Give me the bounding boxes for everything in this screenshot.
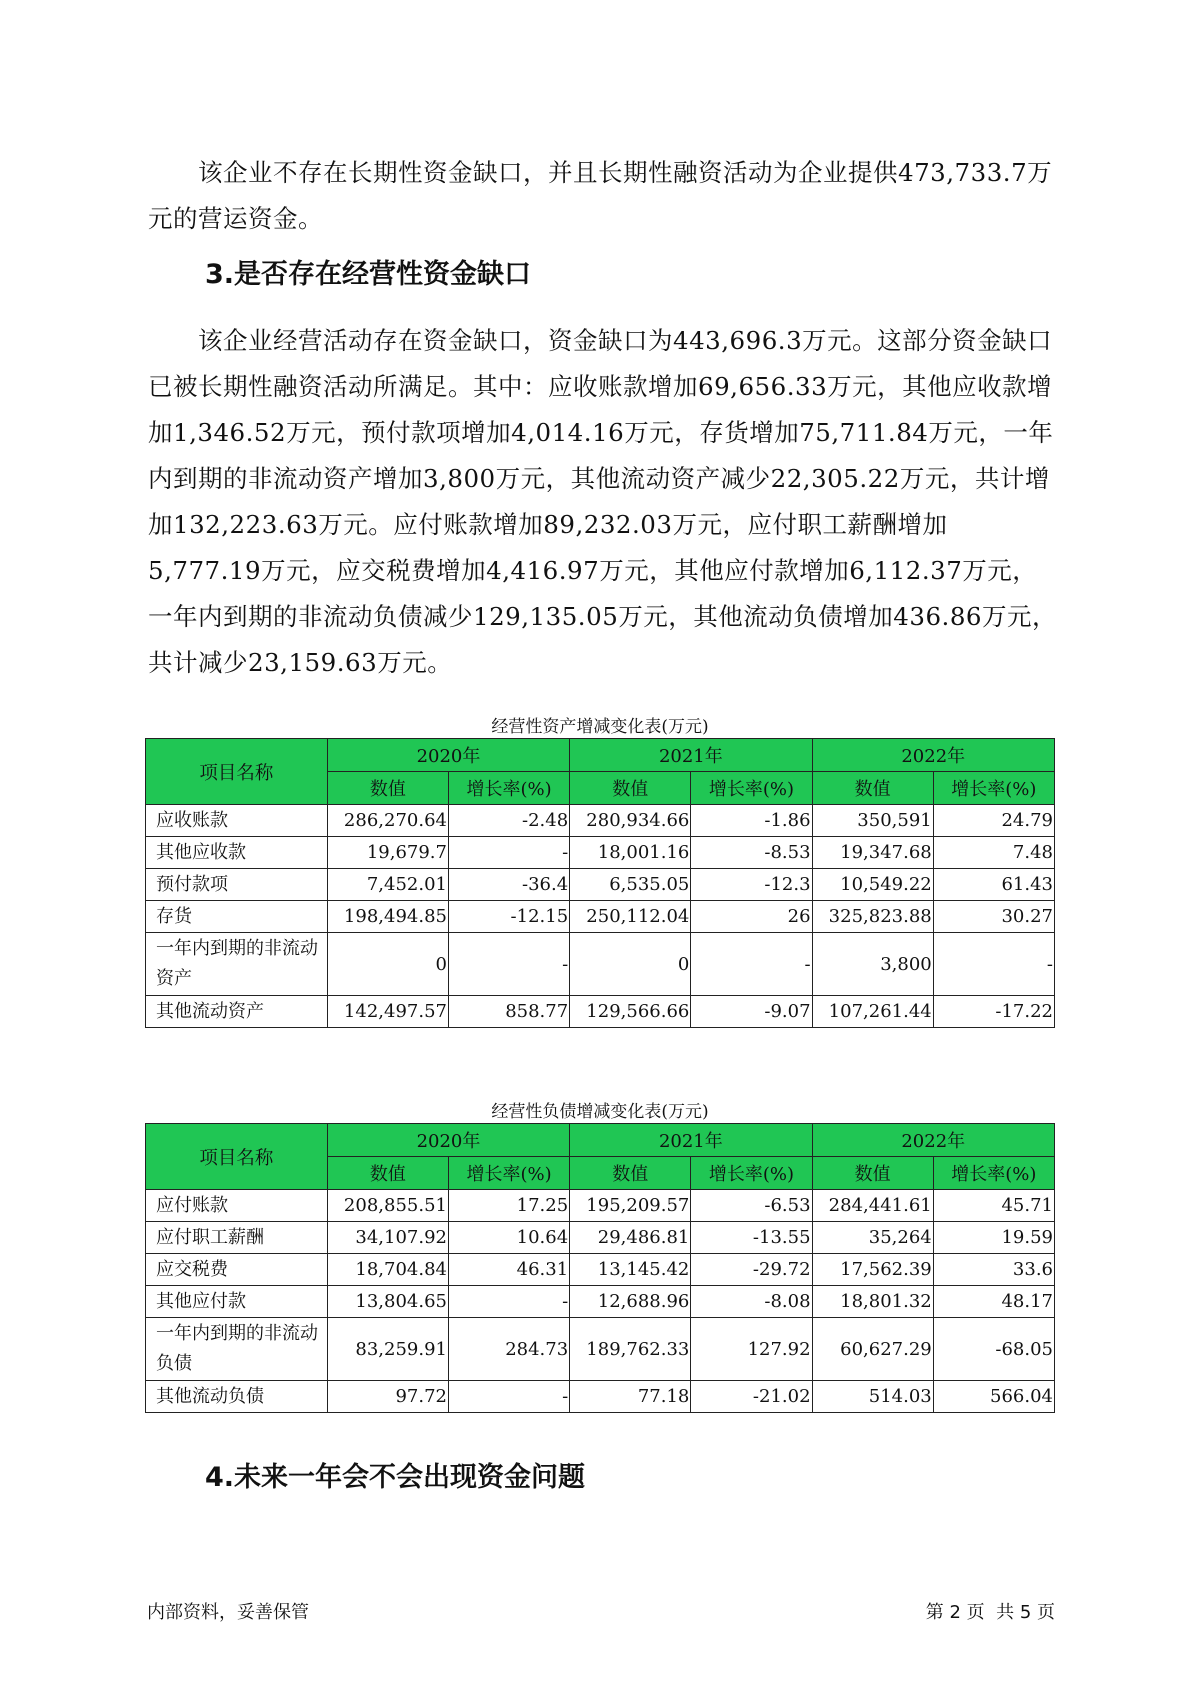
table-row (146, 1286, 1055, 1318)
cell-value: 280,934.66 (570, 805, 691, 837)
cell-growth: -36.4 (448, 869, 569, 901)
cell-growth: - (448, 1381, 569, 1413)
cell-growth: -12.3 (691, 869, 812, 901)
cell-value: 6,535.05 (570, 869, 691, 901)
cell-growth: -17.22 (933, 996, 1054, 1028)
table-caption-liabilities: 经营性负债增减变化表(万元) (491, 1102, 709, 1122)
header-growth: 增长率(%) (691, 1157, 812, 1190)
row-label: 其他流动负债 (146, 1381, 328, 1413)
cell-value: 60,627.29 (812, 1318, 933, 1381)
cell-value: 7,452.01 (327, 869, 448, 901)
cell-value: 83,259.91 (327, 1318, 448, 1381)
cell-value: 325,823.88 (812, 901, 933, 933)
cell-value: 0 (570, 933, 691, 996)
cell-value: 195,209.57 (570, 1190, 691, 1222)
cell-value: 107,261.44 (812, 996, 933, 1028)
header-year-2020: 2020年 (327, 739, 569, 772)
row-label: 应交税费 (146, 1254, 328, 1286)
row-label: 预付款项 (146, 869, 328, 901)
table-row (146, 837, 1055, 869)
header-item-name: 项目名称 (146, 739, 328, 805)
header-item-name: 项目名称 (146, 1124, 328, 1190)
header-growth: 增长率(%) (448, 1157, 569, 1190)
table-row (146, 1254, 1055, 1286)
cell-growth: - (448, 1286, 569, 1318)
cell-growth: 10.64 (448, 1222, 569, 1254)
cell-growth: -2.48 (448, 805, 569, 837)
paragraph-operating-gap (148, 318, 1058, 686)
cell-growth: - (933, 933, 1054, 996)
cell-value: 10,549.22 (812, 869, 933, 901)
cell-growth: - (448, 837, 569, 869)
cell-value: 129,566.66 (570, 996, 691, 1028)
row-label: 其他流动资产 (146, 996, 328, 1028)
header-growth: 增长率(%) (933, 772, 1054, 805)
row-label: 一年内到期的非流动负债 (146, 1318, 328, 1381)
table-row (146, 1222, 1055, 1254)
cell-value: 34,107.92 (327, 1222, 448, 1254)
cell-growth: 46.31 (448, 1254, 569, 1286)
cell-growth: -12.15 (448, 901, 569, 933)
cell-growth: -21.02 (691, 1381, 812, 1413)
section-heading-future-funding: 4.未来一年会不会出现资金问题 (205, 1462, 586, 1493)
paragraph-funding-summary (148, 150, 1058, 242)
row-label: 其他应收款 (146, 837, 328, 869)
cell-growth: 30.27 (933, 901, 1054, 933)
cell-growth: 7.48 (933, 837, 1054, 869)
cell-value: 19,679.7 (327, 837, 448, 869)
table-row (146, 1381, 1055, 1413)
row-label: 一年内到期的非流动资产 (146, 933, 328, 996)
cell-value: 514.03 (812, 1381, 933, 1413)
footer-page-number: 第 2 页 共 5 页 (925, 1602, 1055, 1623)
row-label: 应付账款 (146, 1190, 328, 1222)
header-growth: 增长率(%) (448, 772, 569, 805)
cell-value: 18,001.16 (570, 837, 691, 869)
cell-value: 13,145.42 (570, 1254, 691, 1286)
cell-value: 18,704.84 (327, 1254, 448, 1286)
table-row (146, 996, 1055, 1028)
table-row (146, 805, 1055, 837)
header-growth: 增长率(%) (691, 772, 812, 805)
row-label: 存货 (146, 901, 328, 933)
header-value: 数值 (570, 772, 691, 805)
cell-value: 198,494.85 (327, 901, 448, 933)
cell-growth: 17.25 (448, 1190, 569, 1222)
cell-value: 13,804.65 (327, 1286, 448, 1318)
cell-growth: 566.04 (933, 1381, 1054, 1413)
cell-growth: -29.72 (691, 1254, 812, 1286)
cell-growth: 127.92 (691, 1318, 812, 1381)
cell-value: 77.18 (570, 1381, 691, 1413)
header-value: 数值 (812, 772, 933, 805)
cell-growth: -9.07 (691, 996, 812, 1028)
cell-growth: -8.53 (691, 837, 812, 869)
cell-growth: 24.79 (933, 805, 1054, 837)
cell-growth: -8.08 (691, 1286, 812, 1318)
assets-table (145, 738, 1055, 1028)
header-growth: 增长率(%) (933, 1157, 1054, 1190)
liabilities-table (145, 1123, 1055, 1413)
cell-growth: 61.43 (933, 869, 1054, 901)
cell-value: 208,855.51 (327, 1190, 448, 1222)
cell-value: 3,800 (812, 933, 933, 996)
cell-value: 286,270.64 (327, 805, 448, 837)
header-value: 数值 (570, 1157, 691, 1190)
row-label: 应收账款 (146, 805, 328, 837)
section-heading-operating-gap: 3.是否存在经营性资金缺口 (205, 259, 532, 290)
header-year-2021: 2021年 (570, 1124, 812, 1157)
header-year-2022: 2022年 (812, 739, 1054, 772)
header-value: 数值 (327, 1157, 448, 1190)
cell-value: 35,264 (812, 1222, 933, 1254)
paragraph-text: 该企业经营活动存在资金缺口，资金缺口为443,696.3万元。这部分资金缺口已被长期性融资活动所满足。其中：应收账款增加69,656.33万元，其他应收款增加1,346.52万元，预付款项增加4,014.16万元，存货增加75,711.84万元，一年内到期的非流动资产增加3,800万元，其他流动资产减少22,305.22万元，共计增加132,223.63万元。应付账款增加89,232.03万元，应付职工薪酬增加5,777.19万元，应交税费增加4,416.97万元，其他应付款增加6,112.37万元，一年内到期的非流动负债减少129,135.05万元，其他流动负债增加436.86万元，共计减少23,159.63万元。 (148, 326, 1058, 677)
table-row (146, 933, 1055, 996)
cell-growth: 19.59 (933, 1222, 1054, 1254)
cell-growth: - (448, 933, 569, 996)
row-label: 其他应付款 (146, 1286, 328, 1318)
cell-value: 18,801.32 (812, 1286, 933, 1318)
footer-confidential-note: 内部资料，妥善保管 (147, 1602, 309, 1623)
table-row (146, 869, 1055, 901)
row-label: 应付职工薪酬 (146, 1222, 328, 1254)
table-caption-assets: 经营性资产增减变化表(万元) (491, 717, 709, 737)
cell-value: 284,441.61 (812, 1190, 933, 1222)
cell-value: 19,347.68 (812, 837, 933, 869)
cell-growth: 284.73 (448, 1318, 569, 1381)
table-row (146, 1190, 1055, 1222)
header-year-2020: 2020年 (327, 1124, 569, 1157)
cell-value: 142,497.57 (327, 996, 448, 1028)
cell-value: 0 (327, 933, 448, 996)
cell-growth: -1.86 (691, 805, 812, 837)
cell-value: 97.72 (327, 1381, 448, 1413)
paragraph-text: 该企业不存在长期性资金缺口，并且长期性融资活动为企业提供473,733.7万元的营运资金。 (148, 158, 1053, 233)
cell-value: 29,486.81 (570, 1222, 691, 1254)
cell-growth: 45.71 (933, 1190, 1054, 1222)
cell-value: 350,591 (812, 805, 933, 837)
cell-growth: 33.6 (933, 1254, 1054, 1286)
cell-growth: -13.55 (691, 1222, 812, 1254)
cell-value: 12,688.96 (570, 1286, 691, 1318)
cell-growth: 26 (691, 901, 812, 933)
header-year-2021: 2021年 (570, 739, 812, 772)
header-value: 数值 (812, 1157, 933, 1190)
cell-growth: 858.77 (448, 996, 569, 1028)
table-row (146, 1318, 1055, 1381)
cell-value: 17,562.39 (812, 1254, 933, 1286)
table-row (146, 901, 1055, 933)
cell-growth: -68.05 (933, 1318, 1054, 1381)
cell-value: 250,112.04 (570, 901, 691, 933)
header-value: 数值 (327, 772, 448, 805)
cell-growth: -6.53 (691, 1190, 812, 1222)
header-year-2022: 2022年 (812, 1124, 1054, 1157)
cell-growth: 48.17 (933, 1286, 1054, 1318)
cell-growth: - (691, 933, 812, 996)
cell-value: 189,762.33 (570, 1318, 691, 1381)
